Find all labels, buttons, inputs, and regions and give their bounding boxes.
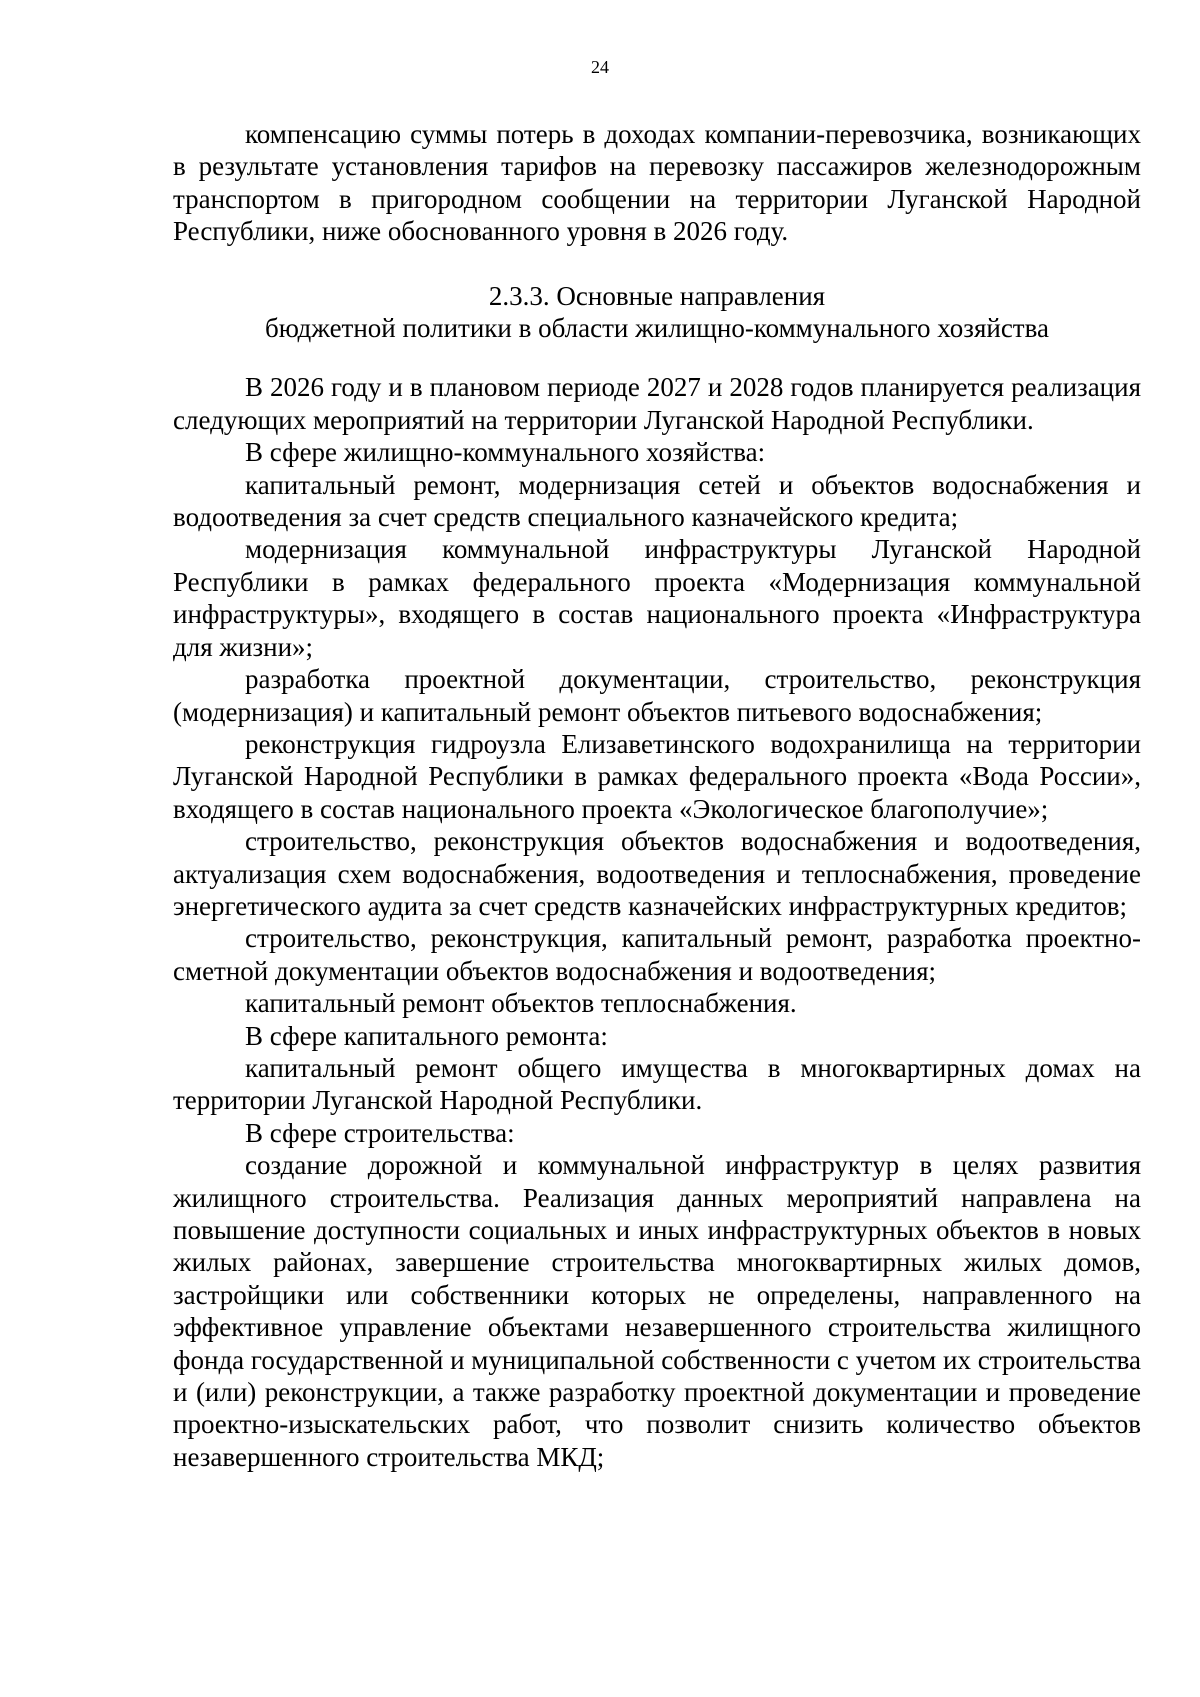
paragraph: строительство, реконструкция объектов водоснабжения и водоотведения, актуализация схем водоснабжения, водоотведения и теплоснабжения, проведение энергетического аудита за счет средств казначейских инфраструктурных кредитов; (173, 826, 1141, 921)
paragraph: модернизация коммунальной инфраструктуры Луганской Народной Республики в рамках федерального проекта «Модернизация коммунальной инфраструктуры», входящего в состав национального проекта «Инфраструктура для жизни»; (173, 534, 1141, 662)
paragraph: строительство, реконструкция, капитальный ремонт, разработка проектно-сметной документации объектов водоснабжения и водоотведения; (173, 923, 1141, 986)
spacer (173, 248, 1141, 280)
paragraph: В сфере капитального ремонта: (245, 1020, 608, 1051)
paragraph: реконструкция гидроузла Елизаветинского водохранилища на территории Луганской Народной Республики в рамках федерального проекта «Вода России», входящего в состав национального проекта «Экологическое благополучие»; (173, 728, 1141, 824)
paragraph: В сфере жилищно-коммунального хозяйства: (245, 437, 766, 468)
paragraph: создание дорожной и коммунальной инфраструктур в целях развития жилищного строительства. Реализация данных мероприятий направлена на повышение доступности социальных и иных инфраструктурных объектов в новых жилых районах, завершение строительства многоквартирных жилых домов, застройщики или собственники которых не определены, направленного на эффективное управление объектами незавершенного строительства жилищного фонда государственной и муниципальной собственности с учетом их строительства и (или) реконструкции, а также разработку проектной документации и проведение проектно-изыскательских работ, что позволит снизить количество объектов незавершенного строительства МКД; (173, 1150, 1141, 1472)
section-heading-line-2: бюджетной политики в области жилищно-коммунального хозяйства (265, 313, 1049, 344)
paragraph: В 2026 году и в плановом периоде 2027 и 2028 годов планируется реализация следующих мероприятий на территории Луганской Народной Республики. (173, 372, 1141, 435)
paragraph: разработка проектной документации, строительство, реконструкция (модернизация) и капитальный ремонт объектов питьевого водоснабжения; (173, 664, 1141, 727)
paragraph: капитальный ремонт, модернизация сетей и объектов водоснабжения и водоотведения за счет средств специального казначейского кредита; (173, 469, 1141, 533)
paragraph: В сфере строительства: (245, 1117, 515, 1148)
section-heading-line-1: 2.3.3. Основные направления (488, 280, 826, 311)
spacer (173, 344, 1141, 371)
paragraph-continuation: компенсацию суммы потерь в доходах компании-перевозчика, возникающих в результате установления тарифов на перевозку пассажиров железнодорожным транспортом в пригородном сообщении на территории Луганской Народной Республики, ниже обоснованного уровня в 2026 году. (173, 119, 1141, 247)
paragraph: капитальный ремонт объектов теплоснабжения. (245, 988, 797, 1019)
page-number: 24 (591, 57, 609, 77)
paragraph: капитальный ремонт общего имущества в многоквартирных домах на территории Луганской Народной Республики. (173, 1052, 1141, 1116)
document-body (173, 118, 1141, 1473)
